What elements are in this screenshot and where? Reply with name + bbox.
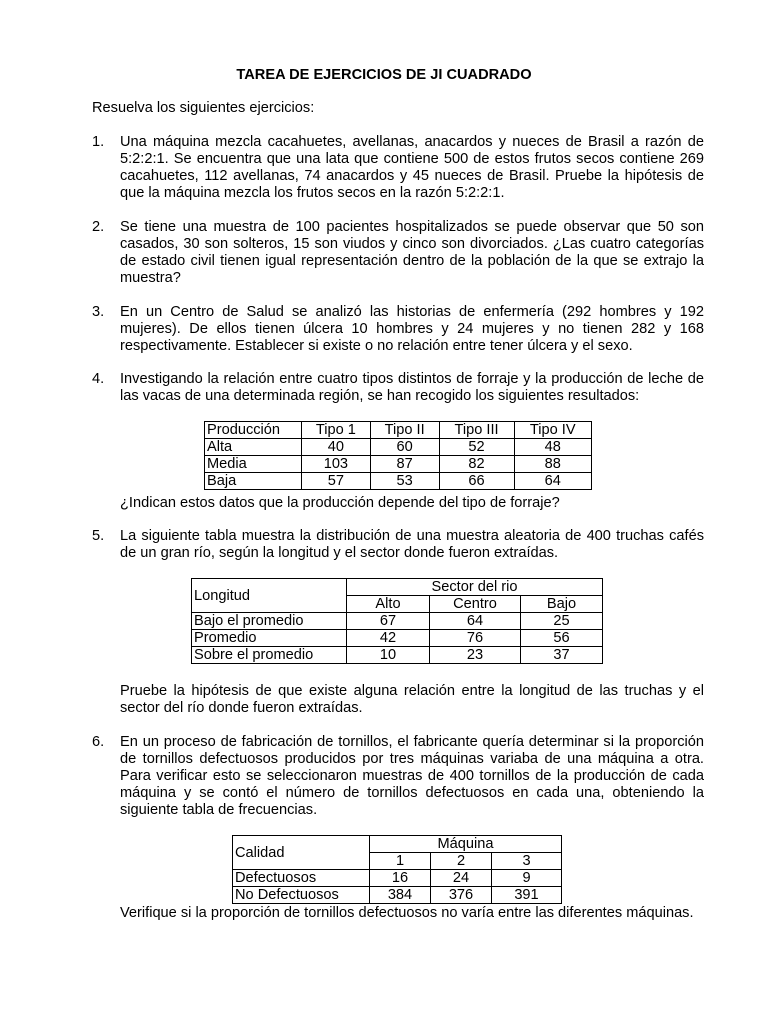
table-cell: 60 [370,439,439,456]
exercise-4 [92,371,704,405]
table-cell: 40 [302,439,371,456]
table-cell: 52 [439,439,514,456]
exercise-text: En un Centro de Salud se analizó las historias de enfermería (292 hombres y 192 mujeres). De ellos tienen úlcera 10 hombres y 24 mujeres y no tienen 282 y 168 respectivamente. Establecer si existe o no relación entre tener úlcera y el sexo. [120,304,704,354]
exercise-text: Una máquina mezcla cacahuetes, avellanas, anacardos y nueces de Brasil a razón de 5:2:2:1. Se encuentra que una lata que contiene 500 de estos frutos secos contiene 269 cacahuetes, 112 avellanas, 74 anacardos y 45 nueces de Brasil. Pruebe la hipótesis de que la máquina mezcla los frutos secos en la razón 5:2:2:1. [120,134,704,201]
row-label: Media [205,456,302,473]
table-header-row [192,579,603,596]
table-row [233,870,562,887]
table-cell: 82 [439,456,514,473]
table-cell: 25 [521,613,603,630]
table-cell: 391 [492,887,562,904]
table-header-row [205,422,592,439]
table-header-cell: Tipo 1 [302,422,371,439]
exercise-text: Se tiene una muestra de 100 pacientes hospitalizados se puede observar que 50 son casados, 30 son solteros, 15 son viudos y cinco son divorciados. ¿Las cuatro categorías de estado civil tienen igual representación dentro de la población de la que se extrajo la muestra? [120,219,704,286]
table-cell: 64 [514,473,591,490]
table-row [205,473,592,490]
table-cell: 64 [430,613,521,630]
table-cell: 9 [492,870,562,887]
row-label: Bajo el promedio [192,613,347,630]
table-row [233,887,562,904]
table-group-header: Máquina [370,836,562,853]
exercise-6-question: Verifique si la proporción de tornillos defectuosos no varía entre las diferentes máquinas. [120,905,694,921]
table-header-cell: Alto [347,596,430,613]
table-cell: 42 [347,630,430,647]
table-cell: 57 [302,473,371,490]
table-cell: 16 [370,870,431,887]
row-label: Sobre el promedio [192,647,347,664]
table-cell: 53 [370,473,439,490]
table-header-row [233,836,562,853]
exercise-number: 3. [92,304,105,320]
table-header-cell: Centro [430,596,521,613]
exercise-number: 6. [92,734,105,750]
table-row [192,613,603,630]
table-row [192,647,603,664]
forage-production-table [204,421,592,490]
row-label: Defectuosos [233,870,370,887]
exercise-6 [92,734,704,819]
table-header-cell: Bajo [521,596,603,613]
table-cell: 384 [370,887,431,904]
exercise-text: En un proceso de fabricación de tornillos, el fabricante quería determinar si la proporción de tornillos defectuosos producidos por tres máquinas variaba de una máquina a otra. Para verificar esto se seleccionaron muestras de 400 tornillos de la producción de cada máquina y se contó el número de tornillos defectuosos en cada una, obteniendo la siguiente tabla de frecuencias. [120,734,704,818]
table-header-cell: Tipo II [370,422,439,439]
table-cell: 23 [430,647,521,664]
table-cell: 37 [521,647,603,664]
table-header-cell: Longitud [192,579,347,613]
table-header-cell: Calidad [233,836,370,870]
exercise-5-question: Pruebe la hipótesis de que existe alguna relación entre la longitud de las truchas y el sector del río donde fueron extraídas. [120,683,704,716]
table-cell: 87 [370,456,439,473]
table-cell: 376 [431,887,492,904]
table-header-cell: Producción [205,422,302,439]
table-cell: 24 [431,870,492,887]
table-cell: 88 [514,456,591,473]
exercise-number: 5. [92,528,105,544]
exercise-1 [92,134,704,202]
intro-text: Resuelva los siguientes ejercicios: [92,100,315,116]
row-label: No Defectuosos [233,887,370,904]
exercise-3 [92,304,704,355]
exercise-5 [92,528,704,562]
row-label: Promedio [192,630,347,647]
table-header-cell: 3 [492,853,562,870]
table-row [205,439,592,456]
table-cell: 48 [514,439,591,456]
page-title: TAREA DE EJERCICIOS DE JI CUADRADO [236,67,532,83]
table-cell: 76 [430,630,521,647]
exercise-text: La siguiente tabla muestra la distribución de una muestra aleatoria de 400 truchas cafés de un gran río, según la longitud y el sector donde fueron extraídas. [120,528,704,561]
table-cell: 67 [347,613,430,630]
table-group-header: Sector del rio [347,579,603,596]
exercise-4-question: ¿Indican estos datos que la producción depende del tipo de forraje? [120,495,560,511]
row-label: Alta [205,439,302,456]
exercise-number: 1. [92,134,105,150]
row-label: Baja [205,473,302,490]
table-cell: 56 [521,630,603,647]
exercise-number: 2. [92,219,105,235]
exercise-number: 4. [92,371,105,387]
table-header-cell: Tipo III [439,422,514,439]
exercise-2 [92,219,704,287]
screw-quality-table [232,835,562,904]
trout-length-table [191,578,603,664]
table-header-cell: 1 [370,853,431,870]
table-header-cell: Tipo IV [514,422,591,439]
table-row [205,456,592,473]
table-cell: 10 [347,647,430,664]
exercise-text: Investigando la relación entre cuatro tipos distintos de forraje y la producción de leche de las vacas de una determinada región, se han recogido los siguientes resultados: [120,371,704,404]
table-header-cell: 2 [431,853,492,870]
table-row [192,630,603,647]
table-cell: 66 [439,473,514,490]
table-cell: 103 [302,456,371,473]
